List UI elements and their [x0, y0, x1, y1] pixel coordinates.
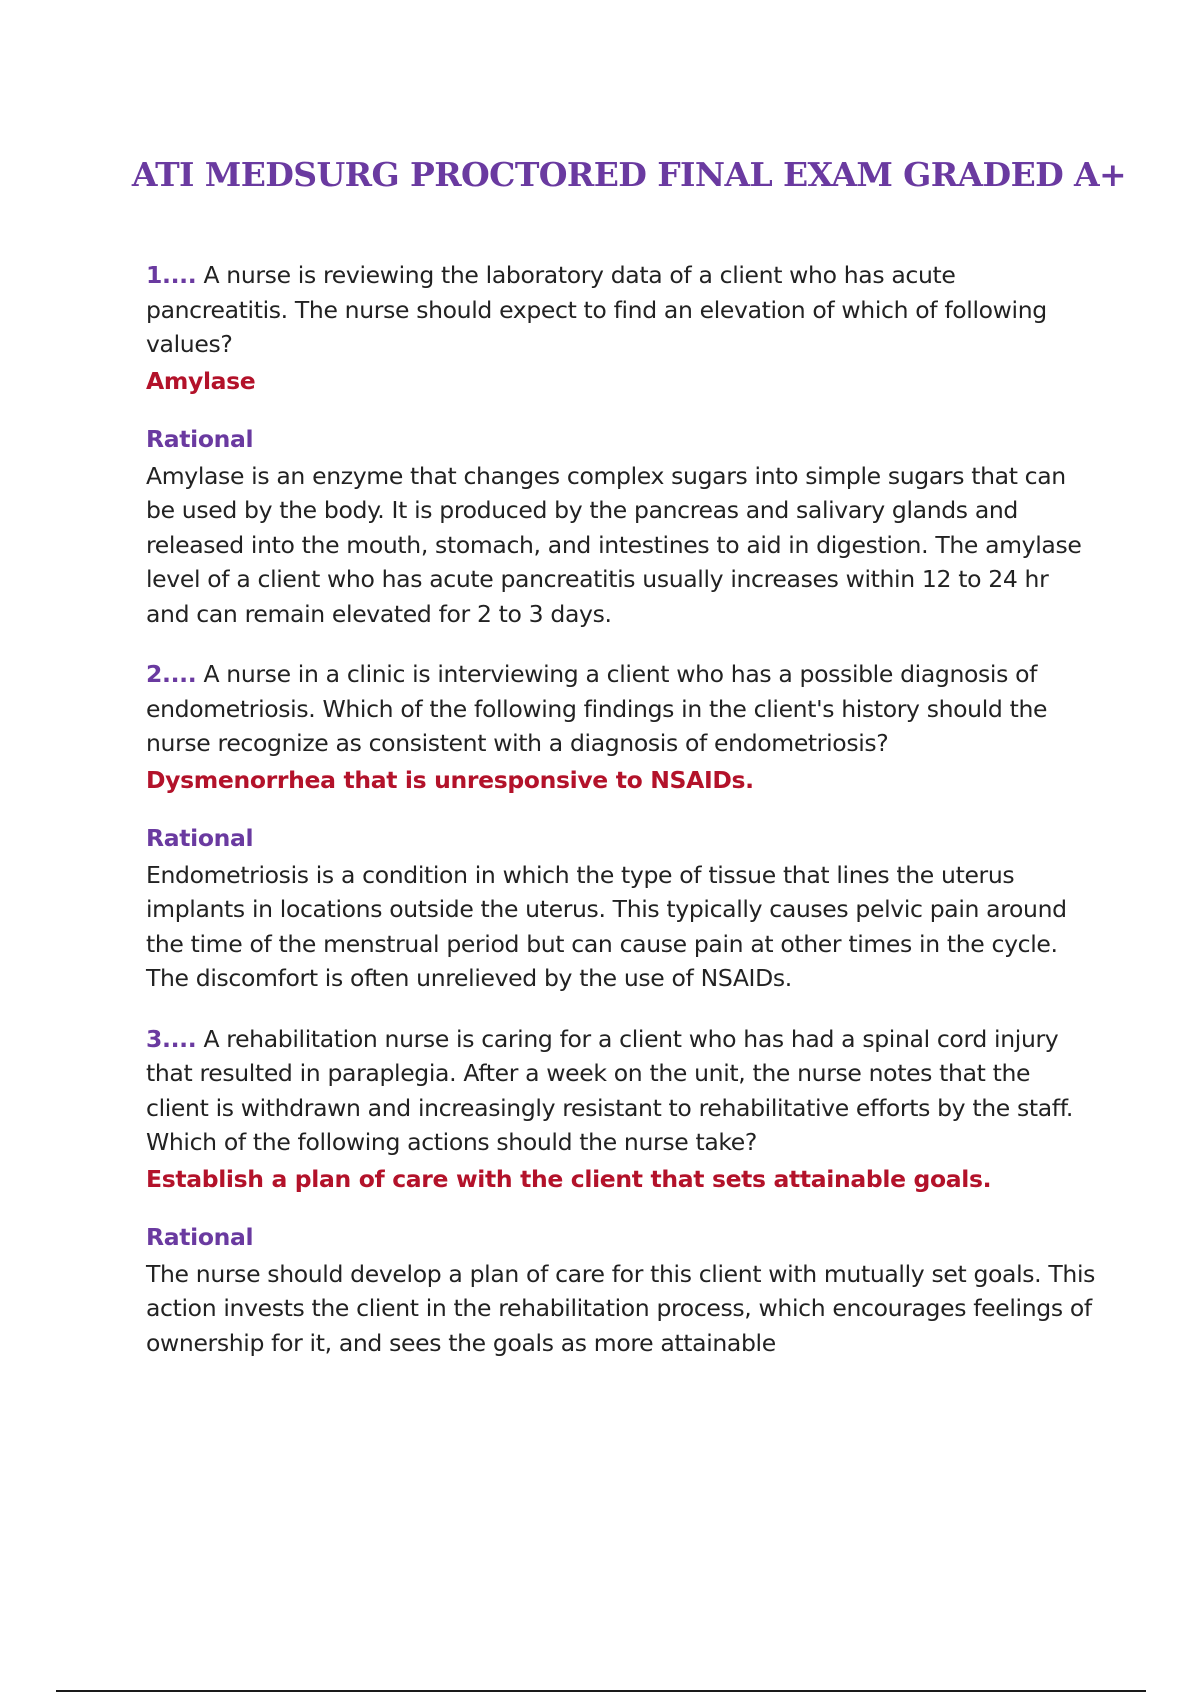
- question-number: 1....: [146, 261, 197, 289]
- question-answer: Establish a plan of care with the client that sets attainable goals.: [146, 1164, 992, 1193]
- question-text: A nurse is reviewing the laboratory data of a client who has acute pancreatitis. The nurse should expect to find an elevation of which of following values?: [146, 261, 1047, 358]
- question-number: 2....: [146, 660, 197, 688]
- question-prompt: [146, 1022, 1096, 1160]
- question-block: [146, 1022, 1096, 1361]
- footer-divider: [56, 1690, 1146, 1692]
- question-number: 3....: [146, 1024, 197, 1053]
- question-answer: Dysmenorrhea that is unresponsive to NSAIDs.: [146, 765, 754, 794]
- question-text: A rehabilitation nurse is caring for a client who has had a spinal cord injury that resulted in paraplegia. After a week on the unit, the nurse notes that the client is withdrawn and increasingly resistant to rehabilitative efforts by the staff. Which of the following actions should the nurse take?: [146, 1024, 1074, 1156]
- question-block: [146, 657, 1096, 996]
- document-title: ATI MEDSURG PROCTORED FINAL EXAM GRADED A+: [131, 155, 1127, 194]
- question-text: A nurse in a clinic is interviewing a client who has a possible diagnosis of endometriosis. Which of the following findings in the client's history should the nurse recognize as consistent with a diagnosis of endometriosis?: [146, 660, 1048, 757]
- question-list: [146, 258, 1096, 1386]
- rationale-text: Amylase is an enzyme that changes complex sugars into simple sugars that can be used by the body. It is produced by the pancreas and salivary glands and released into the mouth, stomach, and intestines to aid in digestion. The amylase level of a client who has acute pancreatitis usually increases within 12 to 24 hr and can remain elevated for 2 to 3 days.: [146, 461, 1082, 628]
- rationale-heading: Rational: [146, 425, 254, 453]
- rationale-heading: Rational: [146, 824, 254, 852]
- rationale-text: Endometriosis is a condition in which the type of tissue that lines the uterus implants in locations outside the uterus. This typically causes pelvic pain around the time of the menstrual period but can cause pain at other times in the cycle. The discomfort is often unrelieved by the use of NSAIDs.: [146, 860, 1067, 992]
- question-prompt: [146, 657, 1096, 761]
- question-prompt: [146, 258, 1096, 362]
- rationale-heading: Rational: [146, 1223, 254, 1251]
- rationale-text: The nurse should develop a plan of care for this client with mutually set goals. This action invests the client in the rehabilitation process, which encourages feelings of ownership for it, and sees the goals as more attainable: [146, 1259, 1096, 1357]
- question-block: [146, 258, 1096, 631]
- question-answer: Amylase: [146, 366, 256, 395]
